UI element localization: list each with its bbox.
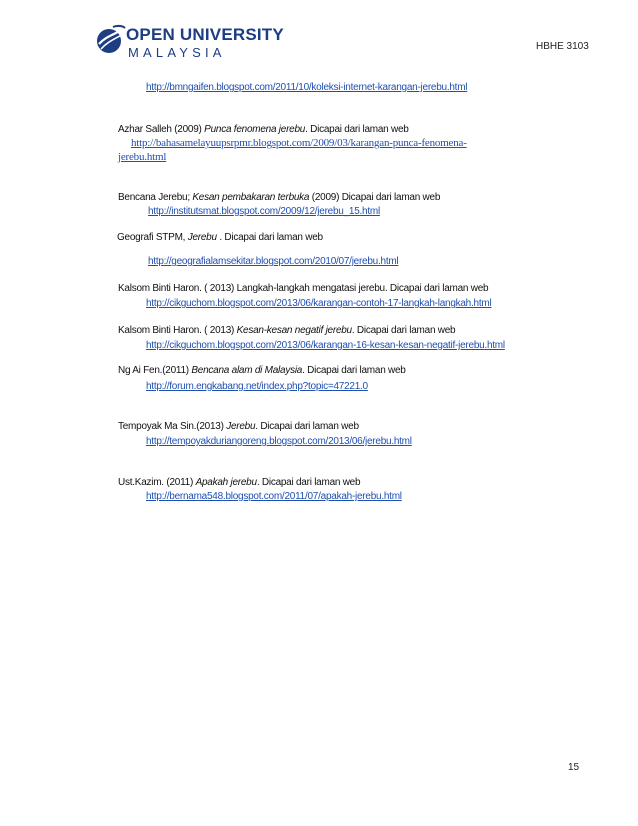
reference-suffix: . Dicapai dari laman web: [216, 232, 323, 243]
course-code: HBHE 3103: [536, 41, 589, 52]
reference-citation: [117, 232, 323, 244]
reference-link[interactable]: http://institutsmat.blogspot.com/2009/12/jerebu_15.html: [148, 206, 380, 217]
reference-title: Apakah jerebu: [195, 477, 257, 488]
reference-author: Azhar Salleh (2009): [118, 124, 205, 135]
reference-link[interactable]: http://tempoyakduriangoreng.blogspot.com/2013/06/jerebu.html: [146, 436, 412, 447]
logo-line1: OPEN UNIVERSITY: [126, 25, 284, 44]
reference-citation: [118, 192, 440, 204]
page-number: 15: [568, 762, 580, 773]
reference-title: Kesan pembakaran terbuka: [192, 192, 310, 203]
reference-citation: [118, 325, 455, 337]
reference-citation: [118, 365, 406, 377]
reference-link[interactable]: http://bernama548.blogspot.com/2011/07/apakah-jerebu.html: [146, 491, 402, 502]
reference-citation: [118, 421, 359, 433]
reference-suffix: . Dicapai dari laman web: [302, 365, 406, 376]
reference-author: Kalsom Binti Haron. ( 2013): [118, 325, 237, 336]
oum-logo: [96, 24, 286, 64]
reference-author: Bencana Jerebu;: [118, 192, 193, 203]
reference-suffix: . Dicapai dari laman web: [255, 421, 359, 432]
reference-suffix: . Dicapai dari laman web: [256, 477, 361, 488]
reference-link[interactable]: http://cikguchom.blogspot.com/2013/06/karangan-16-kesan-kesan-negatif-jerebu.html: [146, 340, 505, 351]
reference-author: Ust.Kazim. (2011): [118, 477, 196, 488]
reference-title: Bencana alam di Malaysia: [191, 365, 303, 376]
reference-title: Punca fenomena jerebu: [204, 124, 306, 135]
reference-title: Jerebu: [187, 232, 217, 243]
reference-suffix: . Dicapai dari laman web: [305, 124, 409, 135]
reference-link-continuation[interactable]: jerebu.html: [118, 151, 167, 163]
reference-suffix: (2009) Dicapai dari laman web: [309, 192, 441, 203]
logo-line2: MALAYSIA: [128, 45, 226, 60]
reference-citation: [118, 477, 360, 489]
reference-link[interactable]: http://bmngaifen.blogspot.com/2011/10/koleksi-internet-karangan-jerebu.html: [146, 82, 468, 93]
reference-citation: [118, 124, 409, 136]
reference-link[interactable]: http://forum.engkabang.net/index.php?topic=47221.0: [146, 381, 368, 392]
reference-citation: [118, 283, 488, 295]
reference-title: Jerebu: [226, 421, 256, 432]
oum-globe-icon: [96, 24, 126, 56]
reference-link[interactable]: http://geografialamsekitar.blogspot.com/2010/07/jerebu.html: [148, 256, 399, 267]
reference-author: Ng Ai Fen.(2011): [118, 365, 192, 376]
reference-link[interactable]: http://bahasamelayuupsrpmr.blogspot.com/2009/03/karangan-punca-fenomena-: [131, 137, 467, 149]
reference-author: Tempoyak Ma Sin.(2013): [118, 421, 227, 432]
reference-suffix: . Dicapai dari laman web: [351, 325, 456, 336]
reference-author: Kalsom Binti Haron. ( 2013) Langkah-langkah mengatasi jerebu. Dicapai dari laman web: [118, 283, 489, 294]
reference-author: Geografi STPM,: [117, 232, 188, 243]
reference-link[interactable]: http://cikguchom.blogspot.com/2013/06/karangan-contoh-17-langkah-langkah.html: [146, 298, 492, 309]
reference-title: Kesan-kesan negatif jerebu: [236, 325, 352, 336]
